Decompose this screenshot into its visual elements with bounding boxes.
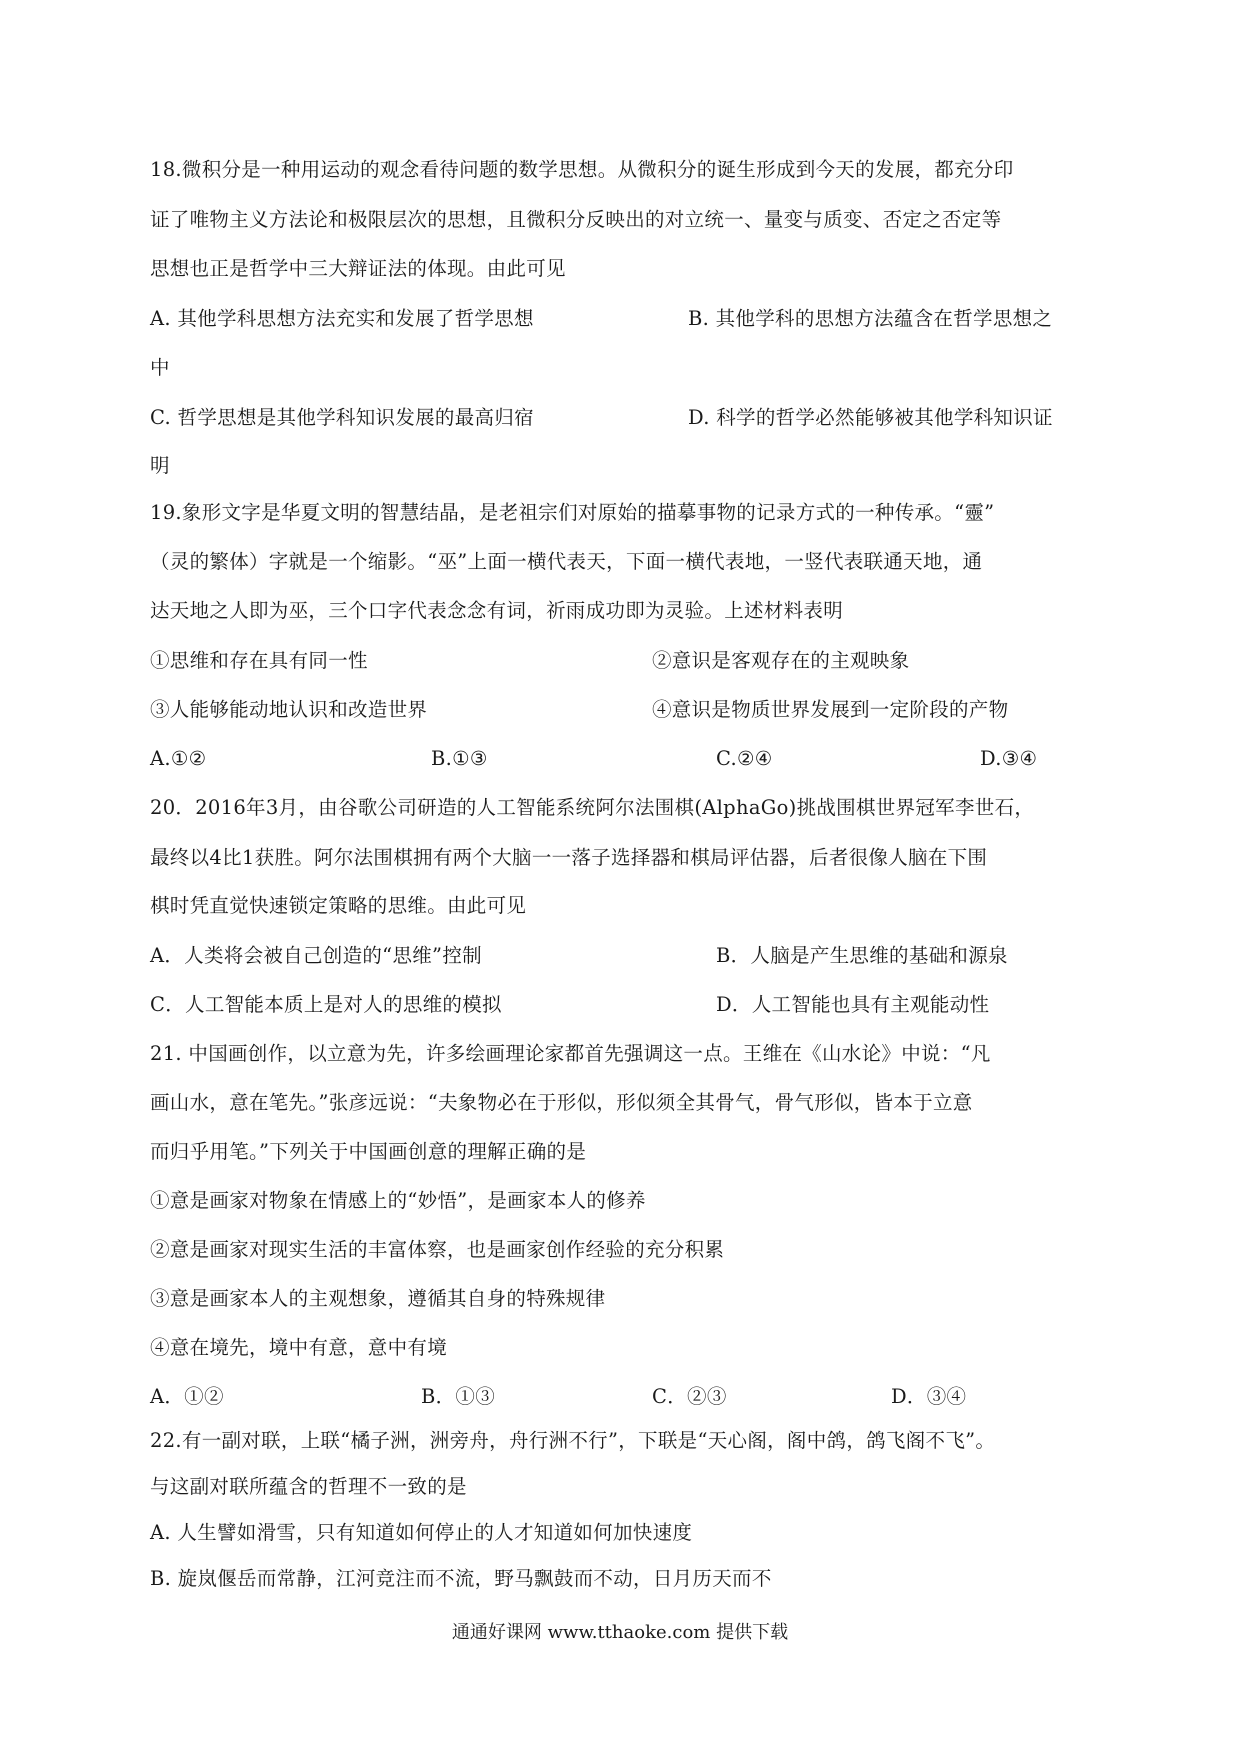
q18-stem-line-1: 18.微积分是一种用运动的观念看待问题的数学思想。从微积分的诞生形成到今天的发展，都充分印 bbox=[150, 158, 1014, 181]
q21-statement-4: ④意在境先，境中有意，意中有境 bbox=[150, 1336, 448, 1359]
q20-stem-line-1: 20．2016年3月，由谷歌公司研造的人工智能系统阿尔法围棋(AlphaGo)挑战围棋世界冠军李世石， bbox=[150, 796, 1035, 819]
q20-option-a: A．人类将会被自己创造的“思维”控制 bbox=[150, 944, 482, 967]
q19-option-b: B.①③ bbox=[431, 747, 488, 770]
q20-stem-line-3: 棋时凭直觉快速锁定策略的思维。由此可见 bbox=[150, 894, 527, 917]
q19-option-d: D.③④ bbox=[980, 747, 1038, 770]
q18-option-d: D. 科学的哲学必然能够被其他学科知识证 bbox=[688, 406, 1053, 429]
q22-option-a: A. 人生譬如滑雪，只有知道如何停止的人才知道如何加快速度 bbox=[150, 1521, 693, 1544]
q20-stem-line-2: 最终以4比1获胜。阿尔法围棋拥有两个大脑一一落子选择器和棋局评估器，后者很像人脑在下围 bbox=[150, 846, 988, 869]
download-footer: 通通好课网 www.tthaoke.com 提供下载 bbox=[451, 1622, 789, 1643]
q21-statement-2: ②意是画家对现实生活的丰富体察，也是画家创作经验的充分积累 bbox=[150, 1238, 725, 1261]
q19-option-c: C.②④ bbox=[716, 747, 773, 770]
q21-stem-line-3: 而归乎用笔。”下列关于中国画创意的理解正确的是 bbox=[150, 1140, 587, 1163]
q20-option-c: C．人工智能本质上是对人的思维的模拟 bbox=[150, 993, 502, 1016]
q22-stem-line-2: 与这副对联所蕴含的哲理不一致的是 bbox=[150, 1475, 467, 1498]
q19-stem-line-3: 达天地之人即为巫，三个口字代表念念有词，祈雨成功即为灵验。上述材料表明 bbox=[150, 599, 844, 622]
q19-statement-1: ①思维和存在具有同一性 bbox=[150, 649, 368, 672]
q21-statement-1: ①意是画家对物象在情感上的“妙悟”，是画家本人的修养 bbox=[150, 1189, 646, 1212]
q19-stem-line-1: 19.象形文字是华夏文明的智慧结晶，是老祖宗们对原始的描摹事物的记录方式的一种传承。“靈” bbox=[150, 501, 995, 524]
q18-option-d-cont: 明 bbox=[150, 454, 170, 477]
q21-statement-3: ③意是画家本人的主观想象，遵循其自身的特殊规律 bbox=[150, 1287, 606, 1310]
q21-stem-line-2: 画山水，意在笔先。”张彦远说：“夫象物必在于形似，形似须全其骨气，骨气形似，皆本于立意 bbox=[150, 1091, 973, 1114]
q18-stem-line-3: 思想也正是哲学中三大辩证法的体现。由此可见 bbox=[150, 257, 566, 280]
q21-stem-line-1: 21. 中国画创作，以立意为先，许多绘画理论家都首先强调这一点。王维在《山水论》中说：“凡 bbox=[150, 1042, 991, 1065]
q20-option-d: D．人工智能也具有主观能动性 bbox=[716, 993, 990, 1016]
q19-statement-2: ②意识是客观存在的主观映象 bbox=[652, 649, 910, 672]
q21-option-d: D．③④ bbox=[891, 1385, 967, 1408]
q21-option-a: A．①② bbox=[150, 1385, 224, 1408]
q18-option-b: B. 其他学科的思想方法蕴含在哲学思想之 bbox=[688, 307, 1053, 330]
q21-option-c: C．②③ bbox=[652, 1385, 727, 1408]
q18-option-b-cont: 中 bbox=[150, 356, 170, 379]
q21-option-b: B．①③ bbox=[421, 1385, 496, 1408]
q22-stem-line-1: 22.有一副对联，上联“橘子洲，洲旁舟，舟行洲不行”，下联是“天心阁，阁中鸽，鸽飞阁不飞”。 bbox=[150, 1429, 996, 1452]
q19-statement-3: ③人能够能动地认识和改造世界 bbox=[150, 698, 428, 721]
q20-option-b: B．人脑是产生思维的基础和源泉 bbox=[716, 944, 1008, 967]
q19-statement-4: ④意识是物质世界发展到一定阶段的产物 bbox=[652, 698, 1009, 721]
q18-stem-line-2: 证了唯物主义方法论和极限层次的思想，且微积分反映出的对立统一、量变与质变、否定之否定等 bbox=[150, 208, 1002, 231]
q22-option-b: B. 旋岚偃岳而常静，江河竞注而不流，野马飘鼓而不动，日月历天而不 bbox=[150, 1567, 772, 1590]
q19-option-a: A.①② bbox=[150, 747, 207, 770]
q18-option-c: C. 哲学思想是其他学科知识发展的最高归宿 bbox=[150, 406, 534, 429]
q19-stem-line-2: （灵的繁体）字就是一个缩影。“巫”上面一横代表天，下面一横代表地，一竖代表联通天地，通 bbox=[150, 550, 983, 573]
q18-option-a: A. 其他学科思想方法充实和发展了哲学思想 bbox=[150, 307, 534, 330]
